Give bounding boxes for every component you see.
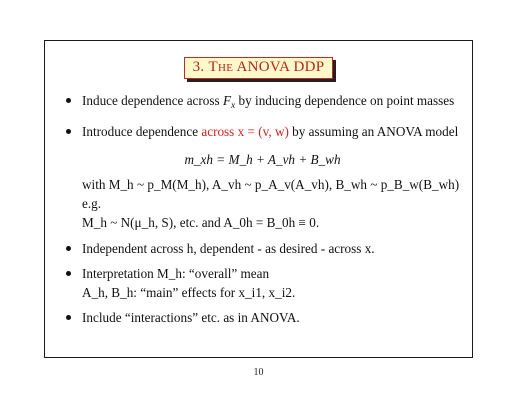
title-wrap	[45, 56, 472, 79]
bullet-induce-dependence	[63, 91, 462, 116]
slide-title	[184, 57, 334, 79]
bullet-2-red: across x = (v, w)	[201, 124, 289, 139]
bullet-4-line-1: Interpretation M_h: “overall” mean	[82, 266, 270, 281]
bullet-2-pre: Introduce dependence	[82, 124, 202, 139]
bullet-1-sub: x	[231, 101, 236, 111]
bullet-3-text: Independent across h, dependent - as desired - across x.	[82, 241, 375, 256]
bullet-1-pre: Induce dependence across	[82, 93, 223, 108]
bullet-introduce-dependence	[63, 122, 462, 141]
bullet-dot	[66, 129, 71, 134]
title-text: The ANOVA DDP	[208, 59, 325, 75]
with-line-1: with M_h ~ p_M(M_h), A_vh ~ p_A_v(A_vh), B_wh ~ p_B_w(B_wh) e.g.	[82, 177, 460, 211]
bullet-dot	[66, 271, 71, 276]
bullet-dot	[66, 246, 71, 251]
bullet-dot	[66, 315, 71, 320]
with-line-2: M_h ~ N(μ_h, S), etc. and A_0h = B_0h ≡ 0.	[82, 215, 320, 230]
bullet-dot	[66, 98, 71, 103]
bullet-interactions	[63, 308, 462, 327]
page-number: 10	[253, 367, 264, 378]
with-text	[63, 175, 462, 232]
bullet-independent	[63, 239, 462, 258]
title-number: 3.	[192, 59, 205, 75]
slide-frame	[44, 40, 473, 358]
bullet-1-var: F	[222, 93, 232, 108]
bullet-4-line-2: A_h, B_h: “main” effects for x_i1, x_i2.	[82, 285, 296, 300]
slide-content	[63, 91, 462, 333]
bullet-interpretation	[63, 264, 462, 302]
bullet-2-post: by assuming an ANOVA model	[288, 124, 459, 139]
anova-equation: m_xh = M_h + A_vh + B_wh	[184, 152, 341, 167]
bullet-5-text: Include “interactions” etc. as in ANOVA.	[82, 310, 300, 325]
bullet-1-post: by inducing dependence on point masses	[235, 93, 455, 108]
